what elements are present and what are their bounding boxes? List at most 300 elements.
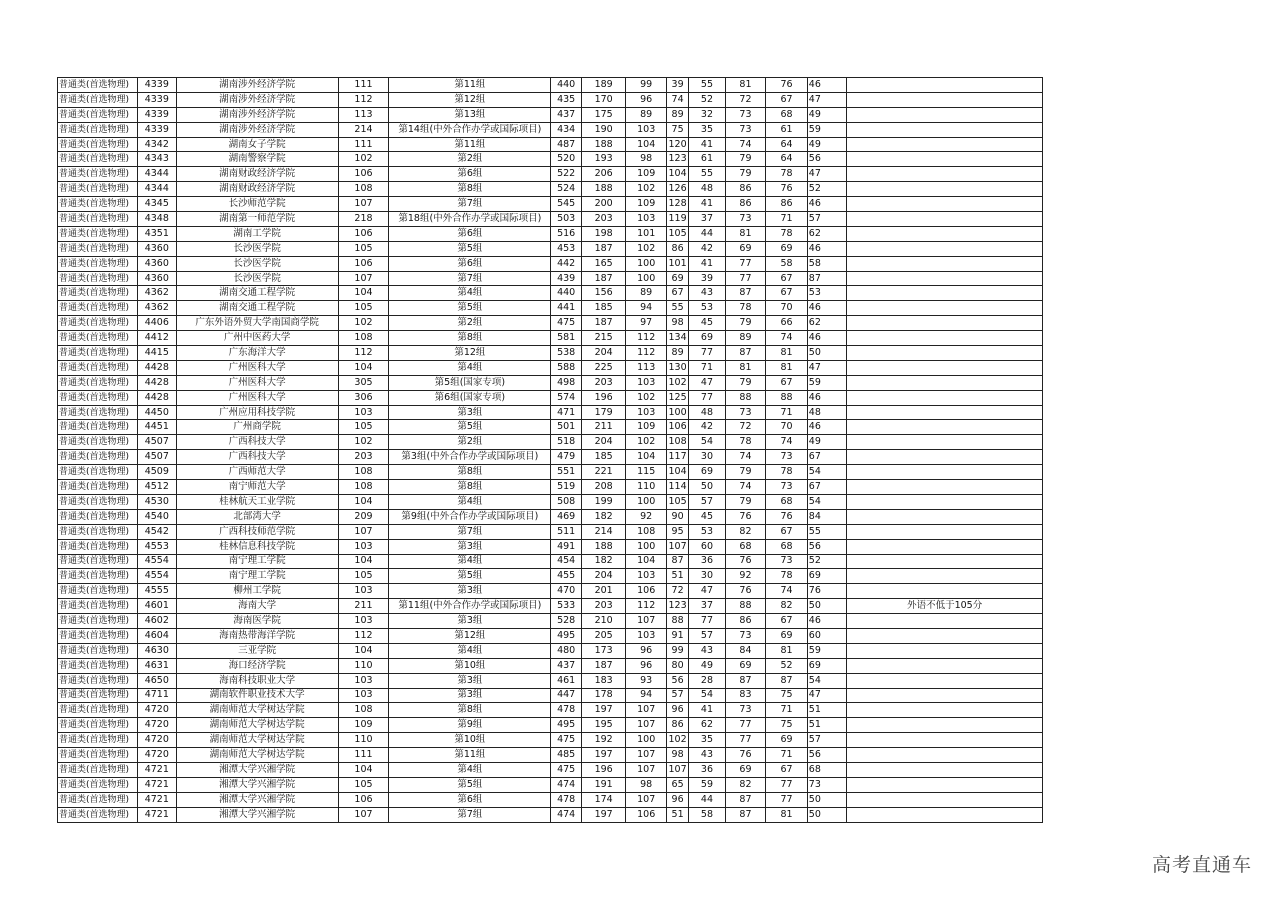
table-cell: 48 bbox=[807, 405, 847, 420]
table-cell: 4351 bbox=[138, 226, 177, 241]
table-cell: 100 bbox=[626, 256, 667, 271]
table-cell: 普通类(首选物理) bbox=[58, 777, 138, 792]
table-cell: 第3组(中外合作办学或国际项目) bbox=[389, 450, 551, 465]
table-cell bbox=[847, 137, 1043, 152]
table-cell: 498 bbox=[551, 375, 581, 390]
table-row bbox=[58, 271, 1043, 286]
table-cell: 102 bbox=[626, 241, 667, 256]
table-cell bbox=[847, 792, 1043, 807]
table-row bbox=[58, 599, 1043, 614]
table-cell: 普通类(首选物理) bbox=[58, 271, 138, 286]
table-cell: 95 bbox=[666, 524, 688, 539]
table-cell: 87 bbox=[766, 673, 808, 688]
table-cell: 82 bbox=[725, 777, 766, 792]
table-cell: 4601 bbox=[138, 599, 177, 614]
table-cell: 211 bbox=[338, 599, 389, 614]
table-row bbox=[58, 628, 1043, 643]
table-cell: 45 bbox=[689, 316, 725, 331]
table-cell: 434 bbox=[551, 122, 581, 137]
table-cell: 112 bbox=[626, 331, 667, 346]
table-cell: 广西科技师范学院 bbox=[176, 524, 338, 539]
table-cell: 广州应用科技学院 bbox=[176, 405, 338, 420]
table-cell: 68 bbox=[766, 107, 808, 122]
table-cell: 柳州工学院 bbox=[176, 584, 338, 599]
table-cell: 77 bbox=[725, 718, 766, 733]
table-cell: 87 bbox=[725, 673, 766, 688]
table-row bbox=[58, 375, 1043, 390]
table-cell: 第6组(国家专项) bbox=[389, 390, 551, 405]
table-cell: 4348 bbox=[138, 212, 177, 227]
table-cell: 55 bbox=[689, 78, 725, 93]
table-row bbox=[58, 554, 1043, 569]
table-cell: 第7组 bbox=[389, 807, 551, 822]
table-cell bbox=[847, 435, 1043, 450]
table-cell: 4555 bbox=[138, 584, 177, 599]
table-cell: 普通类(首选物理) bbox=[58, 435, 138, 450]
table-cell: 70 bbox=[766, 301, 808, 316]
table-cell: 44 bbox=[689, 226, 725, 241]
table-row bbox=[58, 703, 1043, 718]
table-cell: 79 bbox=[725, 465, 766, 480]
table-cell: 103 bbox=[626, 212, 667, 227]
table-cell: 43 bbox=[689, 643, 725, 658]
table-cell: 4540 bbox=[138, 509, 177, 524]
table-cell: 73 bbox=[766, 554, 808, 569]
table-cell: 98 bbox=[626, 152, 667, 167]
table-cell: 105 bbox=[338, 420, 389, 435]
table-cell: 106 bbox=[626, 584, 667, 599]
table-cell: 79 bbox=[725, 316, 766, 331]
table-cell: 第13组 bbox=[389, 107, 551, 122]
table-cell: 第3组 bbox=[389, 405, 551, 420]
table-cell: 普通类(首选物理) bbox=[58, 137, 138, 152]
table-cell: 49 bbox=[689, 658, 725, 673]
table-cell: 49 bbox=[807, 137, 847, 152]
table-cell: 107 bbox=[626, 703, 667, 718]
table-cell: 87 bbox=[725, 807, 766, 822]
table-cell: 81 bbox=[725, 226, 766, 241]
table-cell: 88 bbox=[766, 390, 808, 405]
table-cell: 188 bbox=[581, 539, 626, 554]
table-cell bbox=[847, 762, 1043, 777]
watermark-text: 高考直通车 bbox=[1151, 854, 1252, 876]
table-cell: 86 bbox=[766, 197, 808, 212]
table-cell: 三亚学院 bbox=[176, 643, 338, 658]
table-cell: 107 bbox=[338, 271, 389, 286]
table-cell: 574 bbox=[551, 390, 581, 405]
table-cell: 56 bbox=[807, 152, 847, 167]
table-cell bbox=[847, 480, 1043, 495]
table-cell: 435 bbox=[551, 92, 581, 107]
table-cell: 41 bbox=[689, 197, 725, 212]
table-cell bbox=[847, 92, 1043, 107]
table-cell bbox=[847, 197, 1043, 212]
table-cell: 73 bbox=[807, 777, 847, 792]
table-cell: 100 bbox=[626, 271, 667, 286]
table-cell: 106 bbox=[666, 420, 688, 435]
table-cell: 湖南财政经济学院 bbox=[176, 167, 338, 182]
table-cell: 78 bbox=[766, 569, 808, 584]
table-cell: 437 bbox=[551, 107, 581, 122]
table-cell: 46 bbox=[807, 301, 847, 316]
table-cell: 4344 bbox=[138, 182, 177, 197]
table-cell: 广东外语外贸大学南国商学院 bbox=[176, 316, 338, 331]
table-cell: 南宁师范大学 bbox=[176, 480, 338, 495]
table-cell: 第4组 bbox=[389, 360, 551, 375]
table-cell: 87 bbox=[725, 286, 766, 301]
table-cell: 第2组 bbox=[389, 435, 551, 450]
table-cell: 538 bbox=[551, 346, 581, 361]
table-cell: 102 bbox=[626, 390, 667, 405]
table-cell: 195 bbox=[581, 718, 626, 733]
table-row bbox=[58, 241, 1043, 256]
table-cell: 82 bbox=[725, 524, 766, 539]
table-cell: 湖南师范大学树达学院 bbox=[176, 748, 338, 763]
table-cell: 4428 bbox=[138, 360, 177, 375]
table-cell: 453 bbox=[551, 241, 581, 256]
table-cell: 73 bbox=[725, 628, 766, 643]
table-cell: 第11组 bbox=[389, 748, 551, 763]
table-cell: 32 bbox=[689, 107, 725, 122]
table-cell: 4630 bbox=[138, 643, 177, 658]
table-cell: 105 bbox=[338, 569, 389, 584]
table-cell: 4362 bbox=[138, 286, 177, 301]
table-cell: 69 bbox=[689, 465, 725, 480]
table-cell bbox=[847, 152, 1043, 167]
table-cell: 103 bbox=[338, 614, 389, 629]
table-cell: 普通类(首选物理) bbox=[58, 360, 138, 375]
table-cell: 64 bbox=[766, 137, 808, 152]
table-cell: 普通类(首选物理) bbox=[58, 733, 138, 748]
table-cell: 普通类(首选物理) bbox=[58, 241, 138, 256]
table-cell: 103 bbox=[338, 688, 389, 703]
table-cell: 桂林航天工业学院 bbox=[176, 494, 338, 509]
table-cell: 454 bbox=[551, 554, 581, 569]
table-cell: 普通类(首选物理) bbox=[58, 658, 138, 673]
table-cell: 191 bbox=[581, 777, 626, 792]
table-row bbox=[58, 480, 1043, 495]
table-cell: 71 bbox=[766, 212, 808, 227]
table-cell: 69 bbox=[766, 733, 808, 748]
table-cell: 86 bbox=[666, 718, 688, 733]
table-cell: 68 bbox=[725, 539, 766, 554]
table-cell: 106 bbox=[338, 792, 389, 807]
table-cell: 58 bbox=[689, 807, 725, 822]
table-cell: 75 bbox=[666, 122, 688, 137]
table-cell: 北部湾大学 bbox=[176, 509, 338, 524]
table-cell: 214 bbox=[581, 524, 626, 539]
table-cell: 104 bbox=[666, 167, 688, 182]
table-cell: 78 bbox=[766, 167, 808, 182]
table-cell: 111 bbox=[338, 78, 389, 93]
table-cell: 123 bbox=[666, 599, 688, 614]
table-row bbox=[58, 777, 1043, 792]
table-cell: 56 bbox=[807, 748, 847, 763]
table-cell: 175 bbox=[581, 107, 626, 122]
table-cell: 第10组 bbox=[389, 658, 551, 673]
table-cell: 86 bbox=[725, 614, 766, 629]
table-cell: 92 bbox=[626, 509, 667, 524]
table-cell: 湘潭大学兴湘学院 bbox=[176, 807, 338, 822]
table-row bbox=[58, 584, 1043, 599]
table-cell: 187 bbox=[581, 241, 626, 256]
table-cell: 湖南软件职业技术大学 bbox=[176, 688, 338, 703]
table-cell: 104 bbox=[338, 643, 389, 658]
table-cell: 174 bbox=[581, 792, 626, 807]
table-cell: 516 bbox=[551, 226, 581, 241]
table-cell: 108 bbox=[626, 524, 667, 539]
table-cell: 55 bbox=[807, 524, 847, 539]
table-cell: 51 bbox=[807, 703, 847, 718]
table-cell: 107 bbox=[626, 762, 667, 777]
table-cell: 第7组 bbox=[389, 197, 551, 212]
table-cell: 128 bbox=[666, 197, 688, 212]
table-cell: 187 bbox=[581, 658, 626, 673]
table-cell: 普通类(首选物理) bbox=[58, 420, 138, 435]
table-cell: 214 bbox=[338, 122, 389, 137]
table-cell: 581 bbox=[551, 331, 581, 346]
table-cell bbox=[847, 777, 1043, 792]
table-cell: 440 bbox=[551, 78, 581, 93]
table-row bbox=[58, 122, 1043, 137]
table-cell: 第8组 bbox=[389, 480, 551, 495]
table-cell: 第2组 bbox=[389, 316, 551, 331]
table-cell: 长沙师范学院 bbox=[176, 197, 338, 212]
table-cell: 88 bbox=[666, 614, 688, 629]
table-cell: 109 bbox=[626, 420, 667, 435]
table-cell: 97 bbox=[626, 316, 667, 331]
table-cell: 4721 bbox=[138, 762, 177, 777]
table-cell: 81 bbox=[725, 78, 766, 93]
table-cell: 普通类(首选物理) bbox=[58, 688, 138, 703]
table-cell: 69 bbox=[766, 628, 808, 643]
table-cell: 普通类(首选物理) bbox=[58, 152, 138, 167]
table-cell: 439 bbox=[551, 271, 581, 286]
table-cell: 100 bbox=[626, 494, 667, 509]
table-cell: 78 bbox=[725, 435, 766, 450]
table-cell bbox=[847, 450, 1043, 465]
table-row bbox=[58, 197, 1043, 212]
table-cell: 77 bbox=[725, 256, 766, 271]
table-cell: 42 bbox=[689, 241, 725, 256]
table-cell: 4507 bbox=[138, 435, 177, 450]
table-cell bbox=[847, 331, 1043, 346]
table-cell: 93 bbox=[626, 673, 667, 688]
table-cell: 52 bbox=[807, 182, 847, 197]
table-cell: 52 bbox=[807, 554, 847, 569]
table-cell: 103 bbox=[626, 375, 667, 390]
table-row bbox=[58, 465, 1043, 480]
table-cell: 71 bbox=[766, 703, 808, 718]
table-cell: 110 bbox=[338, 733, 389, 748]
table-cell: 94 bbox=[626, 688, 667, 703]
table-row bbox=[58, 226, 1043, 241]
table-cell: 41 bbox=[689, 703, 725, 718]
table-row bbox=[58, 718, 1043, 733]
table-cell: 46 bbox=[807, 241, 847, 256]
table-cell: 第4组 bbox=[389, 554, 551, 569]
table-cell: 4362 bbox=[138, 301, 177, 316]
table-cell: 105 bbox=[338, 777, 389, 792]
table-cell: 47 bbox=[807, 92, 847, 107]
table-cell: 103 bbox=[338, 673, 389, 688]
table-cell: 第5组 bbox=[389, 777, 551, 792]
table-cell: 海南热带海洋学院 bbox=[176, 628, 338, 643]
table-cell: 47 bbox=[807, 360, 847, 375]
table-cell: 普通类(首选物理) bbox=[58, 197, 138, 212]
table-row bbox=[58, 569, 1043, 584]
table-cell: 59 bbox=[807, 375, 847, 390]
table-cell: 76 bbox=[725, 748, 766, 763]
table-cell: 54 bbox=[807, 494, 847, 509]
table-cell: 441 bbox=[551, 301, 581, 316]
table-cell: 普通类(首选物理) bbox=[58, 122, 138, 137]
table-cell: 68 bbox=[766, 494, 808, 509]
table-cell: 湖南师范大学树达学院 bbox=[176, 718, 338, 733]
table-cell: 52 bbox=[689, 92, 725, 107]
table-cell: 湖南涉外经济学院 bbox=[176, 78, 338, 93]
table-cell: 50 bbox=[807, 346, 847, 361]
table-cell: 4553 bbox=[138, 539, 177, 554]
table-cell: 92 bbox=[725, 569, 766, 584]
table-cell: 103 bbox=[338, 405, 389, 420]
table-cell: 519 bbox=[551, 480, 581, 495]
table-cell: 126 bbox=[666, 182, 688, 197]
table-cell: 203 bbox=[338, 450, 389, 465]
table-cell: 第11组(中外合作办学或国际项目) bbox=[389, 599, 551, 614]
table-cell bbox=[847, 614, 1043, 629]
table-cell: 470 bbox=[551, 584, 581, 599]
table-cell: 普通类(首选物理) bbox=[58, 792, 138, 807]
table-cell: 201 bbox=[581, 584, 626, 599]
table-cell bbox=[847, 569, 1043, 584]
table-row bbox=[58, 614, 1043, 629]
table-cell: 普通类(首选物理) bbox=[58, 182, 138, 197]
table-cell: 41 bbox=[689, 137, 725, 152]
table-cell: 55 bbox=[666, 301, 688, 316]
table-cell: 64 bbox=[766, 152, 808, 167]
table-cell: 第3组 bbox=[389, 539, 551, 554]
table-row bbox=[58, 673, 1043, 688]
table-cell: 125 bbox=[666, 390, 688, 405]
table-cell: 68 bbox=[766, 539, 808, 554]
table-cell bbox=[847, 78, 1043, 93]
table-cell: 108 bbox=[666, 435, 688, 450]
table-cell: 第9组 bbox=[389, 718, 551, 733]
table-cell: 30 bbox=[689, 569, 725, 584]
table-cell: 89 bbox=[666, 107, 688, 122]
table-cell: 471 bbox=[551, 405, 581, 420]
table-cell: 110 bbox=[626, 480, 667, 495]
table-cell: 74 bbox=[766, 584, 808, 599]
table-cell: 4530 bbox=[138, 494, 177, 509]
table-cell: 86 bbox=[725, 182, 766, 197]
table-cell: 49 bbox=[807, 107, 847, 122]
table-cell: 第3组 bbox=[389, 584, 551, 599]
table-cell: 普通类(首选物理) bbox=[58, 628, 138, 643]
table-cell: 73 bbox=[725, 703, 766, 718]
table-cell: 81 bbox=[766, 346, 808, 361]
table-cell: 104 bbox=[626, 554, 667, 569]
table-cell: 182 bbox=[581, 554, 626, 569]
table-cell: 204 bbox=[581, 569, 626, 584]
table-cell bbox=[847, 703, 1043, 718]
table-cell: 106 bbox=[338, 167, 389, 182]
table-cell: 第7组 bbox=[389, 524, 551, 539]
table-cell: 第4组 bbox=[389, 762, 551, 777]
table-cell: 67 bbox=[766, 375, 808, 390]
table-cell: 51 bbox=[807, 718, 847, 733]
table-cell: 54 bbox=[807, 465, 847, 480]
table-cell: 81 bbox=[766, 807, 808, 822]
table-cell: 111 bbox=[338, 748, 389, 763]
table-cell: 99 bbox=[626, 78, 667, 93]
table-cell: 182 bbox=[581, 509, 626, 524]
table-cell: 4339 bbox=[138, 107, 177, 122]
table-cell: 35 bbox=[689, 733, 725, 748]
table-cell: 185 bbox=[581, 450, 626, 465]
table-cell: 4512 bbox=[138, 480, 177, 495]
table-cell bbox=[847, 524, 1043, 539]
table-cell: 第6组 bbox=[389, 167, 551, 182]
table-cell: 74 bbox=[766, 435, 808, 450]
table-cell: 4450 bbox=[138, 405, 177, 420]
table-cell: 76 bbox=[807, 584, 847, 599]
table-cell: 广东海洋大学 bbox=[176, 346, 338, 361]
table-cell: 69 bbox=[666, 271, 688, 286]
table-cell: 197 bbox=[581, 748, 626, 763]
table-cell: 37 bbox=[689, 599, 725, 614]
table-cell: 551 bbox=[551, 465, 581, 480]
table-cell: 487 bbox=[551, 137, 581, 152]
table-row bbox=[58, 762, 1043, 777]
table-cell bbox=[847, 271, 1043, 286]
table-cell: 普通类(首选物理) bbox=[58, 539, 138, 554]
table-cell: 109 bbox=[626, 167, 667, 182]
table-cell: 第8组 bbox=[389, 465, 551, 480]
table-cell: 37 bbox=[689, 212, 725, 227]
table-row bbox=[58, 807, 1043, 822]
table-cell: 46 bbox=[807, 331, 847, 346]
table-cell: 192 bbox=[581, 733, 626, 748]
table-cell: 205 bbox=[581, 628, 626, 643]
table-cell: 湖南女子学院 bbox=[176, 137, 338, 152]
table-cell: 204 bbox=[581, 435, 626, 450]
table-cell: 104 bbox=[626, 450, 667, 465]
table-cell: 102 bbox=[338, 152, 389, 167]
table-cell: 69 bbox=[725, 762, 766, 777]
table-row bbox=[58, 420, 1043, 435]
table-cell: 普通类(首选物理) bbox=[58, 301, 138, 316]
table-cell: 4720 bbox=[138, 703, 177, 718]
table-cell: 88 bbox=[725, 599, 766, 614]
table-cell: 475 bbox=[551, 316, 581, 331]
table-cell: 170 bbox=[581, 92, 626, 107]
table-cell: 474 bbox=[551, 777, 581, 792]
table-cell: 102 bbox=[666, 733, 688, 748]
table-cell: 442 bbox=[551, 256, 581, 271]
table-cell: 4344 bbox=[138, 167, 177, 182]
table-cell: 普通类(首选物理) bbox=[58, 584, 138, 599]
table-cell: 第5组 bbox=[389, 241, 551, 256]
table-row bbox=[58, 688, 1043, 703]
table-cell: 4406 bbox=[138, 316, 177, 331]
table-cell: 广州医科大学 bbox=[176, 375, 338, 390]
table-cell: 第3组 bbox=[389, 688, 551, 703]
table-row bbox=[58, 360, 1043, 375]
table-cell: 4721 bbox=[138, 792, 177, 807]
table-cell: 528 bbox=[551, 614, 581, 629]
